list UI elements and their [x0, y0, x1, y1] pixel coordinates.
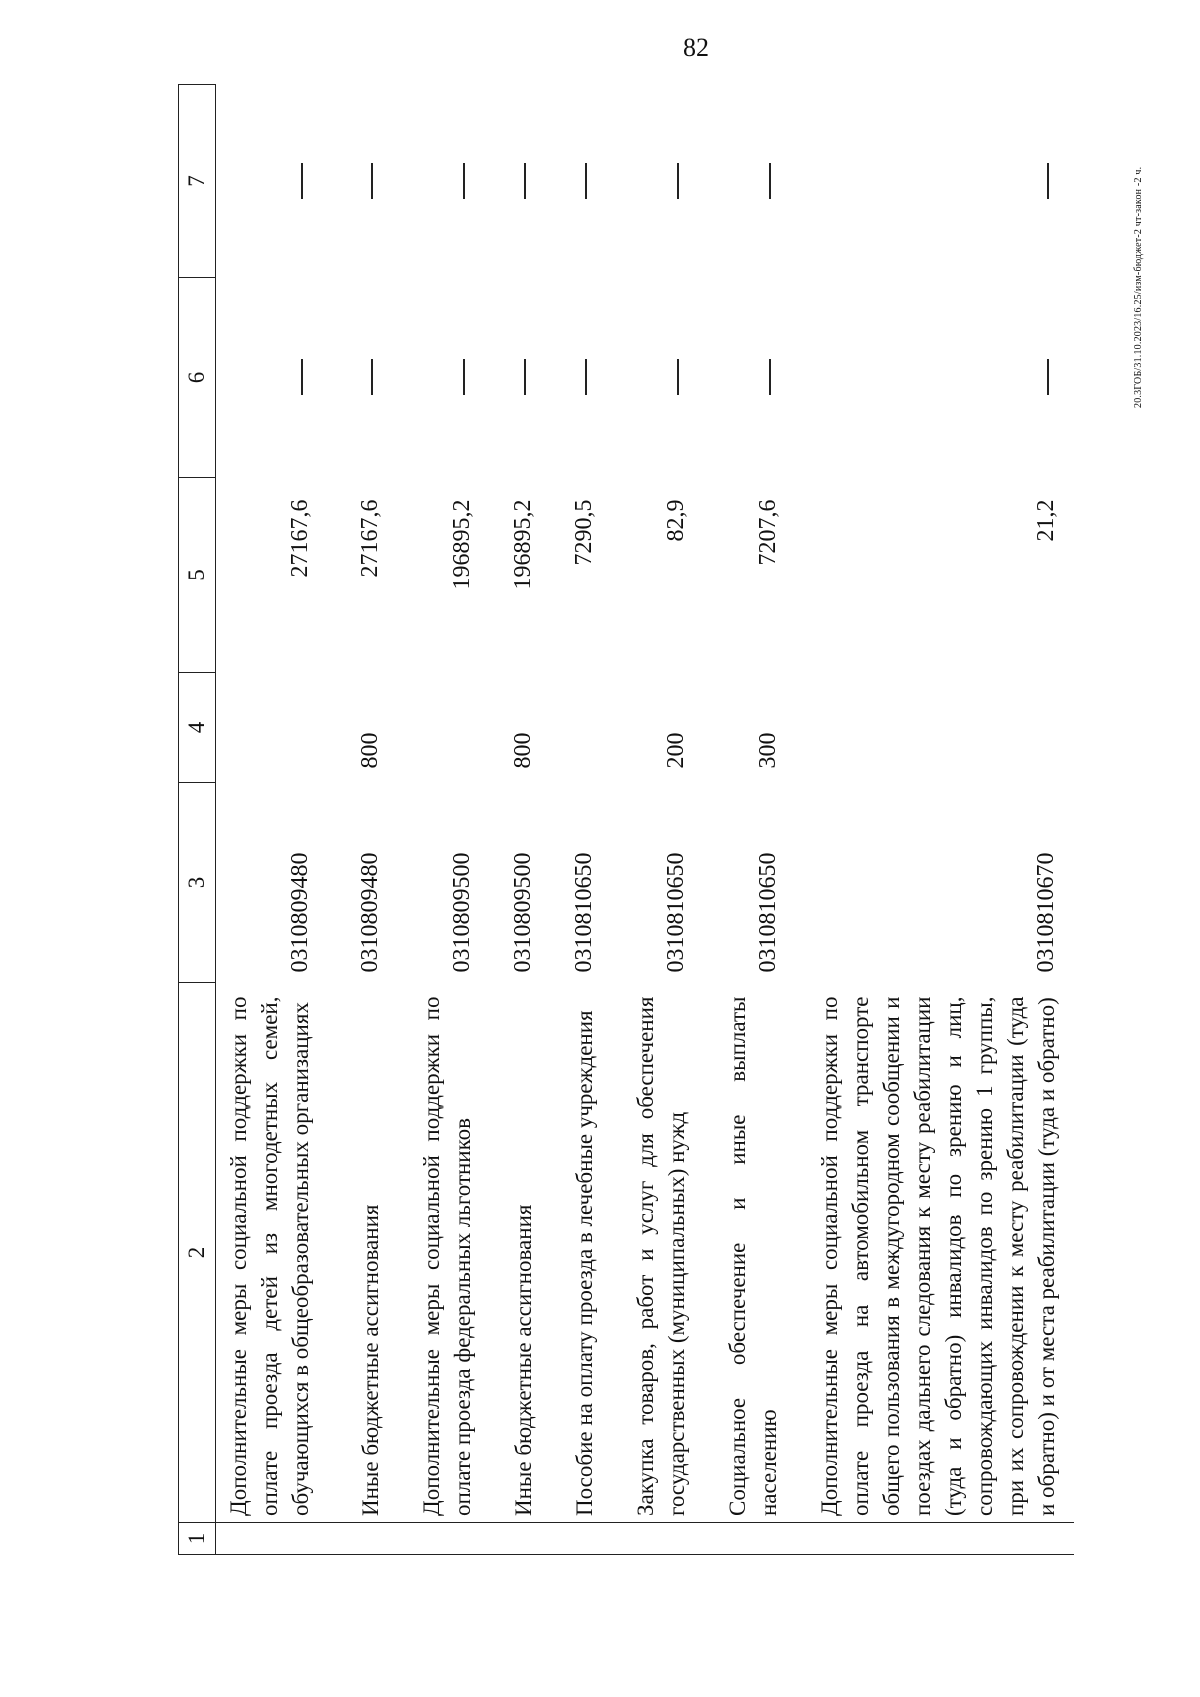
- dash-mark: [769, 360, 771, 396]
- dash-mark: [585, 163, 587, 199]
- row-amount-cell: 7290,5: [570, 499, 597, 566]
- row-col7-cell: [398, 85, 490, 278]
- row-name-cell: Закупка товаров, работ и услуг для обеспечения государственных (муниципальных) нужд: [632, 996, 689, 1516]
- table-row: [328, 85, 398, 1555]
- row-type-cell: 300: [754, 732, 781, 769]
- row-code-cell: 0310809500: [509, 852, 536, 973]
- table-row: [612, 85, 704, 1555]
- row-col6-cell: [398, 278, 490, 478]
- row-type-cell: [398, 673, 490, 783]
- table-row: [704, 85, 796, 1555]
- row-col6-cell: [796, 278, 1074, 478]
- row-name-cell: Иные бюджетные ассигнования: [357, 1204, 383, 1516]
- footer-document-code: 20.3ГОБ/31.10.2023/16.25/изм-бюджет-2 чт-закон -2 ч.: [1133, 166, 1144, 408]
- dash-mark: [371, 360, 373, 396]
- row-name-cell: Иные бюджетные ассигнования: [510, 1204, 536, 1516]
- row-code-cell: 0310809500: [448, 852, 475, 973]
- dash-mark: [1047, 163, 1049, 199]
- row-type-cell: 200: [662, 732, 689, 769]
- dash-mark: [769, 163, 771, 199]
- table-row: [551, 85, 612, 1555]
- row-code-cell: 0310809480: [356, 852, 383, 973]
- row-col7-cell: [216, 85, 328, 278]
- row-col7-cell: [490, 85, 551, 278]
- table-header-row: [179, 85, 216, 1555]
- dash-mark: [524, 163, 526, 199]
- row-col6-cell: [490, 278, 551, 478]
- column-header: 3: [179, 783, 216, 983]
- row-amount-cell: 82,9: [662, 499, 689, 542]
- row-col6-cell: [704, 278, 796, 478]
- row-number-cell: [216, 1523, 328, 1555]
- row-type-cell: 800: [356, 732, 383, 769]
- dash-mark: [677, 163, 679, 199]
- dash-mark: [585, 360, 587, 396]
- row-name-cell: Социальное обеспечение и иные выплаты населению: [724, 996, 781, 1516]
- row-col6-cell: [328, 278, 398, 478]
- dash-mark: [1047, 360, 1049, 396]
- dash-mark: [463, 163, 465, 199]
- column-header: 6: [179, 278, 216, 478]
- row-amount-cell: 27167,6: [286, 499, 313, 578]
- row-amount-cell: 21,2: [1032, 499, 1059, 542]
- page-number: 82: [683, 33, 709, 62]
- row-col7-cell: [796, 85, 1074, 278]
- row-name-cell: Дополнительные меры социальной поддержки по оплате проезда на автомобильном транспорте общего пользования в междугородном сообщении и поездах дальнего следования к месту реабилитации (туда и обратно) инвалидов по зрению и лиц, сопровождающих инвалидов по зрению 1 группы, при их сопровождении к месту реабилитации (туда и обратно) и от места реабилитации (туда и обратно): [816, 996, 1059, 1516]
- row-type-cell: [551, 673, 612, 783]
- row-name-cell: Пособие на оплату проезда в лечебные учреждения: [571, 1010, 597, 1516]
- row-number-cell: [551, 1523, 612, 1555]
- row-col6-cell: [216, 278, 328, 478]
- row-amount-cell: 7207,6: [754, 499, 781, 566]
- row-code-cell: 0310810650: [662, 852, 689, 973]
- column-header: 7: [179, 85, 216, 278]
- row-col7-cell: [328, 85, 398, 278]
- row-name-cell: Дополнительные меры социальной поддержки по оплате проезда федеральных льготников: [418, 996, 475, 1516]
- row-code-cell: 0310809480: [286, 852, 313, 973]
- table-row: [216, 85, 328, 1555]
- dash-mark: [524, 360, 526, 396]
- row-amount-cell: 196895,2: [509, 499, 536, 590]
- table-row: [398, 85, 490, 1555]
- row-type-cell: [216, 673, 328, 783]
- row-col6-cell: [612, 278, 704, 478]
- row-number-cell: [398, 1523, 490, 1555]
- dash-mark: [463, 360, 465, 396]
- row-col7-cell: [551, 85, 612, 278]
- column-header: 1: [179, 1523, 216, 1555]
- row-number-cell: [328, 1523, 398, 1555]
- row-code-cell: 0310810670: [1032, 852, 1059, 973]
- row-number-cell: [490, 1523, 551, 1555]
- row-amount-cell: 196895,2: [448, 499, 475, 590]
- row-type-cell: [796, 673, 1074, 783]
- row-number-cell: [704, 1523, 796, 1555]
- dash-mark: [371, 163, 373, 199]
- table-row: [796, 85, 1074, 1555]
- row-col7-cell: [612, 85, 704, 278]
- row-type-cell: 800: [509, 732, 536, 769]
- row-col7-cell: [704, 85, 796, 278]
- row-number-cell: [796, 1523, 1074, 1555]
- row-code-cell: 0310810650: [754, 852, 781, 973]
- dash-mark: [677, 360, 679, 396]
- budget-table: [178, 84, 1074, 1555]
- column-header: 5: [179, 478, 216, 673]
- dash-mark: [301, 360, 303, 396]
- table-row: [490, 85, 551, 1555]
- dash-mark: [301, 163, 303, 199]
- row-number-cell: [612, 1523, 704, 1555]
- row-col6-cell: [551, 278, 612, 478]
- row-name-cell: Дополнительные меры социальной поддержки по оплате проезда детей из многодетных семей, обучающихся в общеобразовательных организациях: [225, 996, 313, 1516]
- column-header: 2: [179, 983, 216, 1523]
- row-amount-cell: 27167,6: [356, 499, 383, 578]
- budget-table-rotated: [178, 85, 1128, 1555]
- column-header: 4: [179, 673, 216, 783]
- row-code-cell: 0310810650: [570, 852, 597, 973]
